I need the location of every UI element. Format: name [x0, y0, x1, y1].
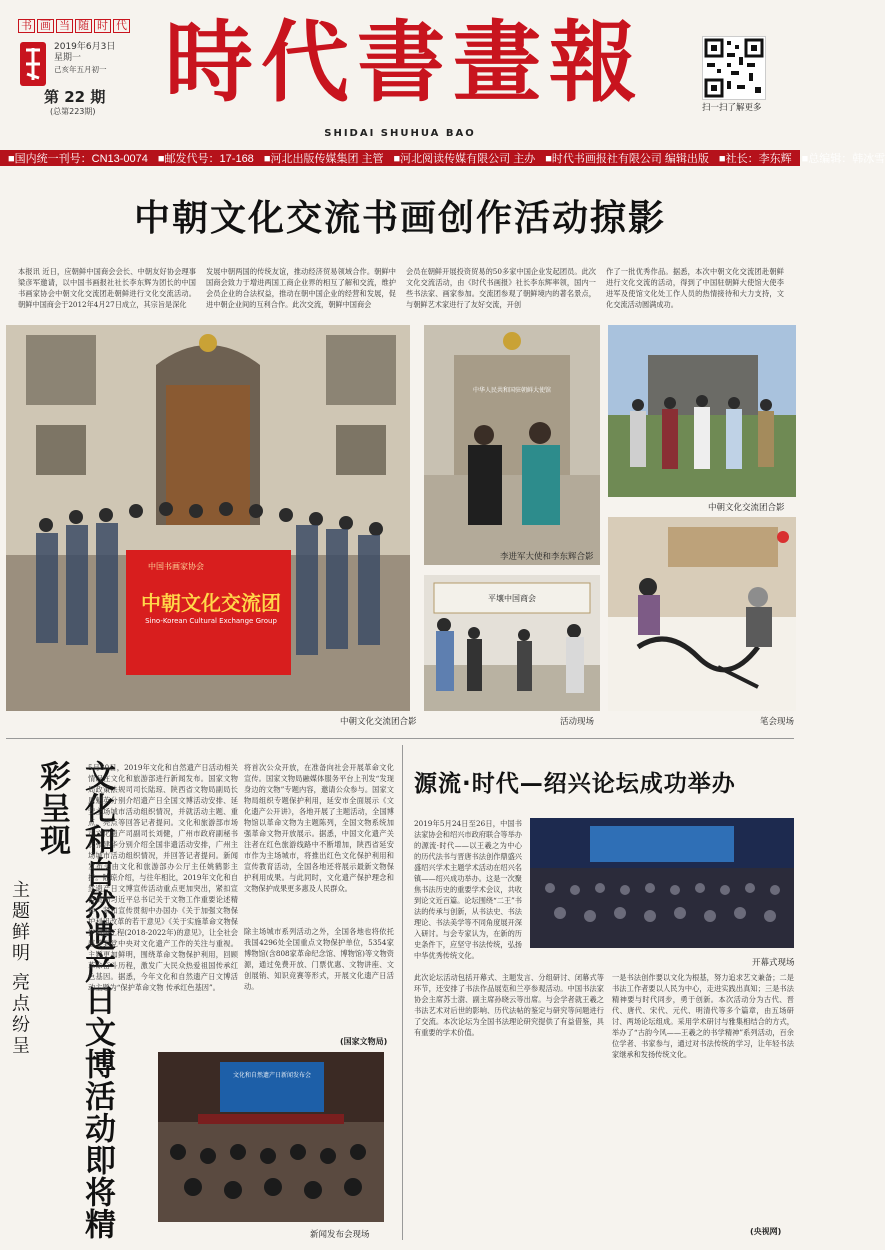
- caption-forum: 开幕式现场: [752, 958, 795, 968]
- brush-photo: [608, 517, 796, 711]
- left-story-col2: 将首次公众开放，在准备向社会开展革命文化宣传。国家文物局融媒体服务平台上刊发“发现身边的文物”专题内容，邀请公众参与。国家文物局组织专题保护利用，延安市全面展示《文化遗产公开讲》，各地开展了主题活动，全国博物馆以革命文物为主题陈列，全国文物系统加强革命文物开放展示。据悉，中国文化遗产关注者在红色旅游线路中不断增加，陕西省延安市作为主场城市，将推出红色文化保护利用和宣传教育活动，全国各地还将展示最新文物保护利用成果。与此同时，文化遗产保护理念和文物保护成果更多惠及人民群众。: [244, 763, 394, 893]
- info-bar: [0, 150, 885, 166]
- right-story-col3: 一是书法创作要以文化为根基，努力追求艺文兼备；二是书法工作者要以人民为中心，走进实践出真知；三是书法精神要与时代同步，勇于创新。本次活动分为古代、晋代、唐代、宋代、元代、明清代等多个篇章，由五场研讨、两场论坛组成。采用学术研讨与雅集相结合的方式，举办了“古韵今风——王羲之的书学精神”系列活动，百余位学者、书家参与，通过对书法传统的学习，让年轻书法家继承和发扬传统文化。: [612, 973, 794, 1059]
- qr-code-icon: [702, 36, 766, 100]
- group-photo: [6, 325, 410, 711]
- banner-subtitle: Sino-Korean Cultural Exchange Group: [145, 617, 277, 625]
- seal-logo: [18, 40, 50, 92]
- right-story-credit: (央视网): [750, 1227, 782, 1236]
- press-conference-photo: [158, 1052, 384, 1222]
- room-sign: 平壤中国商会: [488, 594, 536, 603]
- section-tag: [18, 14, 132, 33]
- info-item: ■社长：李东辉: [718, 153, 792, 165]
- tag-char: 代: [113, 19, 130, 33]
- caption-group: 中朝文化交流团合影: [340, 717, 417, 727]
- group-photo-2: [608, 325, 796, 497]
- building-sign: 中华人民共和国驻朝鲜大使馆: [472, 387, 551, 394]
- info-item: ■邮发代号：17-168: [157, 153, 254, 165]
- caption-press: 新闻发布会现场: [310, 1230, 370, 1240]
- right-story-col1-top: 2019年5月24日至26日，中国书法家协会和绍兴市政府联合等举办的源流·时代——以王羲之为中心的历代法书与晋唐书法创作鼎盛兴盛绍兴学术主题学术活动在绍兴名镇——绍兴成功举办。这是一次聚焦书法历史的重要学术会议，共收到论文近百篇。论坛围绕“二王”书法的传承与创新，从书法史、书法理论、书法美学等不同角度展开深入研讨。与会专家认为，在新的历史条件下，应坚守书法传统，弘扬中华优秀传统文化。: [414, 819, 522, 960]
- tag-char: 书: [18, 19, 35, 33]
- info-item: ■河北阅读传媒有限公司 主办: [393, 153, 536, 165]
- issue-number: 第 22 期: [44, 88, 106, 106]
- left-story-col3: 除主场城市系列活动之外，全国各地也将依托我国4296处全国重点文物保护单位，5354家博物馆(含808家革命纪念馆、博物馆)等文物资源，通过免费开放、门票优惠、文物讲座、文创展销、知识竞赛等形式，开展文化遗产日活动。: [244, 927, 394, 991]
- tag-char: 当: [56, 19, 73, 33]
- lead-text-col3: 会员在朝鲜开展投资贸易的50多家中国企业发起团员。此次文化交流活动，由《时代书画报》社长李东辉率领，国内一些书法家、画家参加。交流团参观了朝鲜境内的著名景点，与朝鲜艺术家进行了友好交流，开创: [406, 267, 596, 309]
- left-story-col1: 5月30日，2019年文化和自然遗产日活动相关情况在文化和旅游部进行新闻发布。国家文物局政策法规司司长陆琼、陕西省文物局副局长周魁英分别介绍遗产日全国文博活动安排、延安主场城市活动组织情况，并就活动主题、重点、亮点等回答记者提问。文化和旅游部市场司文化遗产司副司长刘健，广州市政府副秘书长张建华分别介绍全国非遗活动安排，广州主场城市活动组织情况，并回答记者提问。新闻发布会由文化和旅游部办公厅主任姚鹤影主持。陆琼介绍，与往年相比，2019年文化和自然遗产日文博宣传活动重点更加突出，紧扣宣传贯彻习近平总书记关于文物工作重要论述精神，紧扣宣传贯彻中办国办《关于加强文物保护利用改革的若干意见》《关于实施革命文物保护利用工程(2018-2022年)的意见》，让全社会感受到党中央对文化遗产工作的关注与重视。主题更加鲜明，围绕革命文物保护利用，回顾革命奋斗历程，激发广大民众热爱祖国传承红色基因。据悉，今年文化和自然遗产日文博活动主题为“保护革命文物 传承红色基因”。: [88, 763, 238, 992]
- masthead-title: 時代書畫報: [165, 10, 646, 114]
- info-item: ■河北出版传媒集团 主管: [263, 153, 384, 165]
- left-story-credit: (国家文物局): [340, 1037, 388, 1046]
- left-story-title: 文化和自然遗产日文博活动即将精彩呈现: [34, 760, 115, 1240]
- lead-text-col2: 发展中朝两国的传统友谊，推动经济贸易领域合作。朝鲜中国商会致力于增进两国工商企业界的相互了解和交流，维护会员企业的合法权益，推动在朝中国企业的经营和发展，促进中朝企业间的互利合作。此次交流，朝鲜中国商会: [206, 267, 396, 309]
- caption-group-2: 中朝文化交流团合影: [708, 503, 785, 513]
- activity-photo: [424, 575, 600, 711]
- right-story-col2: 此次论坛活动包括开幕式、主题发言、分组研讨、闭幕式等环节，还安排了书法作品展览和兰亭参观活动。中国书法家协会主席苏士澍、副主席孙晓云等出席。与会学者就王羲之书法艺术对后世的影响、历代法帖的鉴定与研究等问题进行了交流。本次论坛为全国书法理论研究提供了有益借鉴，具有重要的学术价值。: [414, 973, 604, 1037]
- tag-char: 时: [94, 19, 111, 33]
- info-item: ■国内统一刊号：CN13-0074: [8, 153, 148, 165]
- lead-text-col4: 作了一批优秀作品。据悉，本次中朝文化交流团赴朝鲜进行文化交流的活动，得到了中国驻朝鲜大使馆大使李进军及使馆文化处工作人员的热情接待和大力支持，文化交流活动圆满成功。: [606, 267, 784, 309]
- caption-ambassador: 李进军大使和李东辉合影: [500, 552, 594, 562]
- weekday: 星期一: [54, 53, 82, 63]
- caption-scene: 活动现场: [560, 717, 595, 727]
- column-divider: [402, 745, 403, 1240]
- banner-title: 中朝文化交流团: [141, 591, 281, 615]
- total-issue: (总第223期): [50, 107, 96, 116]
- qr-caption: 扫一扫了解更多: [702, 103, 762, 113]
- issue-date: 2019年6月3日: [54, 42, 116, 52]
- caption-brush: 笔会现场: [760, 717, 795, 727]
- lead-headline: 中朝文化交流书画创作活动掠影: [133, 198, 666, 239]
- masthead-pinyin: SHIDAI SHUHUA BAO: [324, 128, 476, 139]
- forum-opening-photo: [530, 818, 794, 948]
- section-divider: [6, 738, 794, 739]
- left-story-subtitle: 主题鲜明 亮点纷呈: [9, 880, 30, 1057]
- ambassador-photo: [424, 325, 600, 565]
- lunar-date: 己亥年五月初一: [54, 65, 107, 74]
- info-item: ■总编辑：韩冰雪: [801, 153, 885, 165]
- tag-char: 画: [37, 19, 54, 33]
- screen-text: 文化和自然遗产日新闻发布会: [232, 1072, 311, 1079]
- banner-org: 中国书画家协会: [148, 562, 204, 571]
- info-item: ■时代书画报社有限公司 编辑出版: [545, 153, 709, 165]
- lead-text-col1: 本报讯 近日，应朝鲜中国商会会长、中朝友好协会理事梁彦军邀请，以中国书画报社社长李东辉为团长的中国书画家协会中朝文化交流团赴朝鲜进行文化交流活动。朝鲜中国商会于2012年4月27日成立，其宗旨是深化: [18, 267, 196, 309]
- right-story-title: 源流·时代—绍兴论坛成功举办: [414, 771, 736, 797]
- tag-char: 随: [75, 19, 92, 33]
